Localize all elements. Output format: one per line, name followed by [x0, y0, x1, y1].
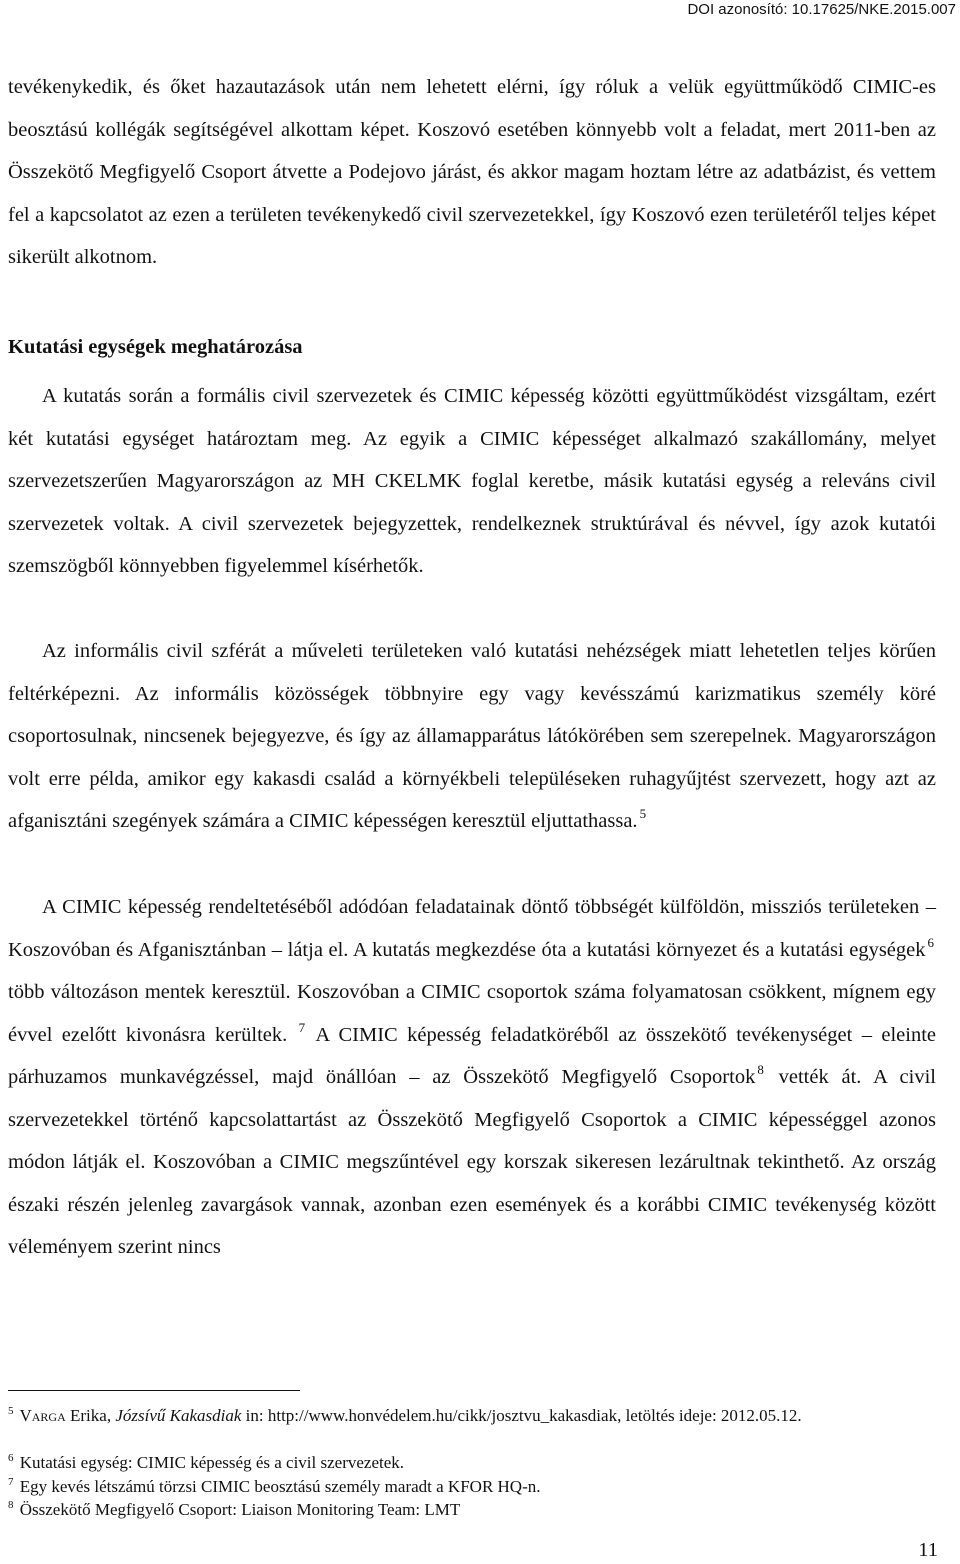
footnote-6	[8, 1451, 936, 1475]
footnote-8-text: Összekötő Megfigyelő Csoport: Liaison Monitoring Team: LMT	[15, 1500, 461, 1519]
paragraph-cimic-text-4: vették át. A civil szervezetekkel történő kapcsolattartást az Összekötő Megfigyelő Csoportok a CIMIC képességgel azonos módon látják el. Koszovóban a CIMIC megszűntével egy korszak sikeresen lezárultnak tekinthető. Az ország északi részén jelenleg zavargások vannak, azonban ezen események és a korábbi CIMIC tevékenység között véleményem szerint nincs	[8, 1066, 936, 1258]
paragraph-cimic-text-3: A CIMIC képesség feladatköréből az összekötő tevékenységet – eleinte párhuzamos munkavégzéssel, majd önállóan – az Összekötő Megfigyelő Csoportok	[8, 1023, 936, 1088]
paragraph-informal-sphere	[8, 630, 936, 843]
page-number: 11	[918, 1539, 938, 1561]
footnote-6-text: Kutatási egység: CIMIC képesség és a civil szervezetek.	[15, 1453, 405, 1472]
footnote-number-5: 5	[8, 1405, 14, 1417]
footnote-7	[8, 1475, 936, 1499]
paragraph-cimic-capability	[8, 886, 936, 1269]
footnote-separator	[8, 1390, 300, 1391]
footnote-number-8: 8	[8, 1499, 14, 1511]
footnote-5	[8, 1404, 936, 1428]
footnote-5-title: Józsívű Kakasdiak	[115, 1406, 242, 1425]
paragraph-cimic-text-2: több változáson mentek keresztül. Koszovóban a CIMIC csoportok száma folyamatosan csökkent, mígnem egy évvel ezelőtt kivonásra kerültek.	[8, 981, 936, 1046]
paragraph-cimic-text-1: A CIMIC képesség rendeltetéséből adódóan feladatainak döntő többségét külföldön, missziós területeken – Koszovóban és Afganisztánban – látja el. A kutatás megkezdése óta a kutatási környezet és a kutatási egységek	[8, 896, 936, 961]
paragraph-research-units: A kutatás során a formális civil szervezetek és CIMIC képesség közötti együttműködést vizsgáltam, ezért két kutatási egységet határoztam meg. Az egyik a CIMIC képességet alkalmazó szakállomány, melyet szervezetszerűen Magyarországon az MH CKELMK foglal keretbe, másik kutatási egység a releváns civil szervezetek voltak. A civil szervezetek bejegyzettek, rendelkeznek struktúrával és névvel, így azok kutatói szemszögből könnyebben figyelemmel kísérhetők.	[8, 385, 936, 577]
section-heading: Kutatási egységek meghatározása	[8, 336, 303, 358]
footnote-8	[8, 1498, 936, 1522]
paragraph-intro: tevékenykedik, és őket hazautazások után nem lehetett elérni, így róluk a velük együttműködő CIMIC-es beosztású kollégák segítségével alkottam képet. Koszovó esetében könnyebb volt a feladat, mert 2011-ben az Összekötő Megfigyelő Csoport átvette a Podejovo járást, és akkor magam hoztam létre az adatbázist, és vettem fel a kapcsolatot az ezen a területen tevékenykedő civil szervezetekkel, így Koszovó ezen területéről teljes képet sikerült alkotnom.	[8, 76, 936, 268]
footnote-ref-6[interactable]: 6	[927, 934, 934, 950]
footnote-number-7: 7	[8, 1476, 14, 1488]
footnote-ref-7[interactable]: 7	[298, 1019, 306, 1035]
footnote-5-author: Varga	[19, 1406, 66, 1425]
doi-header: DOI azonosító: 10.17625/NKE.2015.007	[687, 1, 956, 18]
footnote-5-rest: in: http://www.honvédelem.hu/cikk/josztvu_kakasdiak, letöltés ideje: 2012.05.12.	[241, 1406, 802, 1425]
footnote-ref-8[interactable]: 8	[757, 1062, 764, 1077]
paragraph-informal-sphere-text: Az informális civil szférát a műveleti területeken való kutatási nehézségek miatt lehetetlen teljes körűen feltérképezni. Az informális közösségek többnyire egy vagy kevésszámú karizmatikus személy köré csoportosulnak, nincsenek bejegyezve, és így az államapparátus látókörében sem szerepelnek. Magyarországon volt erre példa, amikor egy kakasdi család a környékbeli településeken ruhagyűjtést szervezett, hogy azt az afganisztáni szegények számára a CIMIC képességen keresztül eljuttathassa.	[8, 640, 936, 832]
footnote-5-given: Erika,	[65, 1406, 116, 1425]
footnote-7-text: Egy kevés létszámú törzsi CIMIC beosztású személy maradt a KFOR HQ-n.	[15, 1477, 541, 1496]
footnote-ref-5[interactable]: 5	[639, 806, 647, 821]
footnote-number-6: 6	[8, 1452, 14, 1464]
